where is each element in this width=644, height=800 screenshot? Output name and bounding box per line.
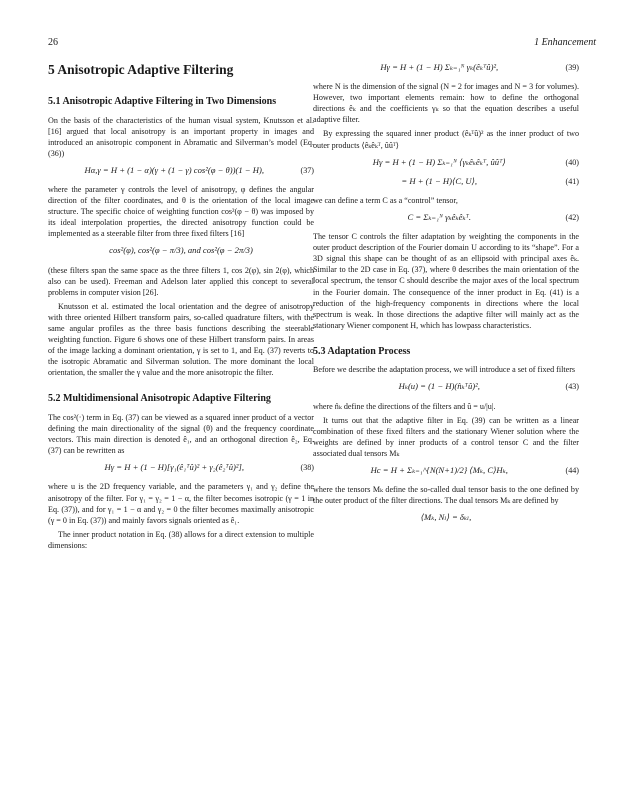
paragraph: where u is the 2D frequency variable, and the parameters γ₁ and γ₂ define the anisotropy of the filter. For γ₁ = γ₂ = 1 − α, the filter becomes isotropic (γ = 1 in Eq. (37)), and for γ₁ = 1 − α and γ₂ = 0 the filter becomes maximally anisotropic (γ = 0 in Eq. (37)) and mainly favors signals oriented as ê₁.	[48, 482, 314, 525]
paragraph: where the tensors Mₖ define the so-called dual tensor basis to the one defined by the outer product of the filter directions. The dual tensors Mₖ are defined by	[313, 485, 579, 506]
left-column	[48, 62, 314, 554]
section-title: 5 Anisotropic Adaptive Filtering	[48, 62, 234, 77]
equation-body: Hα,γ = H + (1 − α)(γ + (1 − γ) cos²(φ − θ))(1 − H),	[84, 164, 264, 175]
equation-41	[313, 176, 579, 187]
equation-42	[313, 212, 579, 223]
equation-number: (43)	[565, 382, 579, 392]
paragraph: where n̂ₖ define the directions of the filters and û = u/|u|.	[313, 401, 496, 411]
equation-number: (41)	[565, 176, 579, 186]
equation-number: (42)	[565, 212, 579, 222]
paragraph: On the basis of the characteristics of the human visual system, Knutsson et al. [16] argued that local anisotropy is an important property in images and introduced an anisotropic component in Abramatic and Silverman’s model (Eq. (36))	[48, 115, 314, 158]
equation-number: (37)	[300, 165, 314, 175]
subsection-title: 5.1 Anisotropic Adaptive Filtering in Two Dimensions	[48, 96, 277, 107]
equation-39	[313, 62, 579, 73]
equation-45	[313, 512, 579, 523]
subsection-title: 5.3 Adaptation Process	[313, 345, 411, 357]
equation-number: (38)	[300, 463, 314, 473]
equation-44	[313, 465, 579, 476]
paragraph: The cos²(·) term in Eq. (37) can be viewed as a squared inner product of a vector defining the main directionality of the signal (θ) and the frequency coordinate vectors. This main direction is denoted ê₁, and an orthogonal direction ê₂, Eq. (37) can be rewritten as	[48, 412, 314, 456]
equation-body: cos²(φ), cos²(φ − π/3), and cos²(φ − 2π/3)	[109, 245, 253, 256]
paragraph: The tensor C controls the filter adaptation by weighting the components in the outer product description of the Fourier domain U according to its “shape”. For a 3D signal this shape can be thought of as an ellipsoid with principal axes êₖ. Similar to the 2D case in Eq. (37), where θ describes the main orientation of the local spectrum, the tensor C should describe the major axes of the local spectrum in the Fourier domain. The consequence of the inner product in Eq. (41) is a reduction of the high-frequency components in directions where the local spectrum is weak. In those directions the adaptive filter will mainly act as the stationary Wiener component H, which has lowpass characteristics.	[313, 232, 579, 330]
paragraph: we can define a term C as a “control” tensor,	[313, 195, 458, 205]
equation-37	[48, 165, 314, 176]
equation-number: (40)	[565, 157, 579, 167]
paragraph: By expressing the squared inner product (êₖᵀû)² as the inner product of two outer products ⟨êₖêₖᵀ, ûûᵀ⟩	[313, 129, 579, 150]
right-column	[313, 62, 579, 531]
page-number: 26	[48, 37, 58, 48]
equation-38	[48, 462, 314, 473]
equation-body: C = Σₖ₌₁ᴺ γₖêₖêₖᵀ.	[407, 211, 472, 222]
equation-body: Hₖ(u) = (1 − H)(n̂ₖᵀû)²,	[398, 381, 480, 392]
paragraph: The inner product notation in Eq. (38) allows for a direct extension to multiple dimensions:	[48, 529, 314, 550]
paragraph: where N is the dimension of the signal (N = 2 for images and N = 3 for volumes). However, two important elements remain: how to define the orthogonal directions êₖ and the coefficients γₖ so that the equation describes a useful adaptive filter.	[313, 82, 579, 125]
subsection-title: 5.2 Multidimensional Anisotropic Adaptive Filtering	[48, 393, 271, 405]
equation-number: (44)	[565, 466, 579, 476]
equation-body: Hc = H + Σₖ₌₁^{N(N+1)/2} ⟨Mₖ, C⟩Hₖ,	[370, 465, 508, 476]
running-header: 1 Enhancement	[534, 37, 596, 48]
equation-43	[313, 381, 579, 392]
equation-filters	[48, 245, 314, 256]
equation-body: ⟨Mₖ, Nₗ⟩ = δₖₗ,	[420, 512, 472, 523]
paragraph: Before we describe the adaptation process, we will introduce a set of fixed filters	[313, 365, 576, 375]
paragraph: where the parameter γ controls the level of anisotropy, φ defines the angular direction of the filter coordinates, and θ is the orientation of the local image structure. The specific choice of weighting function cos²(φ − θ) was imposed by its ideal interpolation properties, the directed anisotropy function could be implemented as a steerable filter from three fixed filters [16]	[48, 184, 314, 239]
paragraph: (these filters span the same space as the three filters 1, cos 2(φ), sin 2(φ), which also can be used). Freeman and Adelson later applied this concept to several problems in computer vision [26].	[48, 265, 314, 297]
paragraph: Knutsson et al. estimated the local orientation and the degree of anisotropy with three oriented Hilbert transform pairs, so-called quadrature filters, with the same angular profiles as the three basis functions describing the steerable weighting function. Figure 6 shows one of these Hilbert transform pairs. In areas of the image lacking a dominant orientation, γ is set to 1, and Eq. (37) reverts to the isotropic Abramatic and Silverman solution. The more dominant the local orientation, the smaller the γ value and the more anisotropic the filter.	[48, 301, 314, 378]
equation-40	[313, 157, 579, 168]
equation-body: Hγ = H + (1 − H)[γ₁(ê₁ᵀû)² + γ₂(ê₂ᵀû)²],	[104, 462, 244, 473]
equation-body: = H + (1 − H)⟨C, U⟩,	[401, 175, 478, 186]
paragraph: It turns out that the adaptive filter in Eq. (39) can be written as a linear combination of these fixed filters and the stationary Wiener solution where the weights are defined by inner products of a control tensor C and the filter associated dual tensors Mₖ	[313, 415, 579, 458]
equation-number: (39)	[565, 63, 579, 72]
equation-body: Hγ = H + (1 − H) Σₖ₌₁ᴺ ⟨γₖêₖêₖᵀ, ûûᵀ⟩	[372, 156, 506, 167]
equation-body: Hγ = H + (1 − H) Σₖ₌₁ᴺ γₖ(êₖᵀû)²,	[380, 62, 499, 72]
